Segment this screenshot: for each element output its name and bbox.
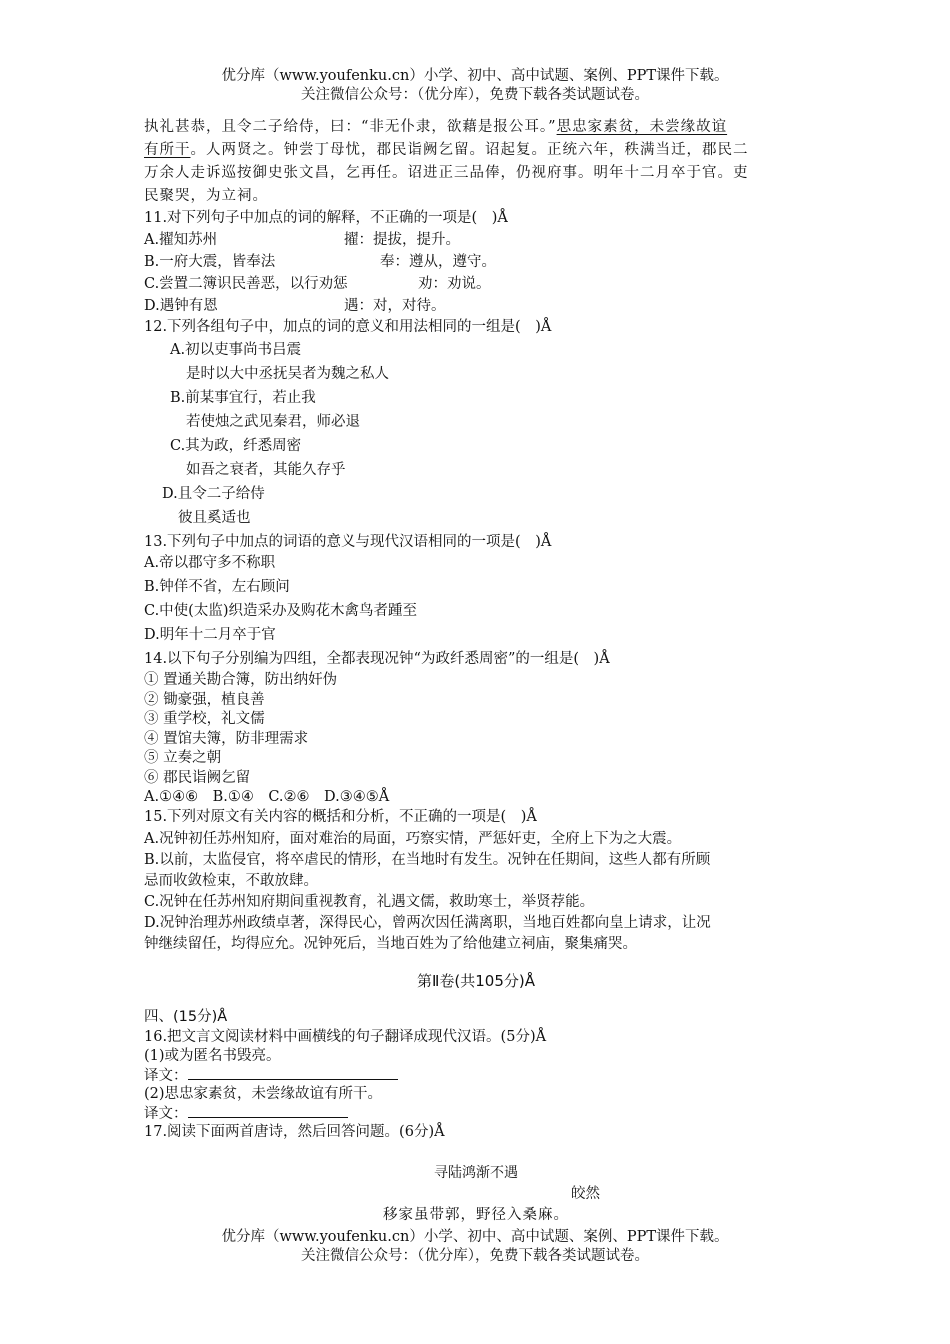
underlined-sentence: 思忠家素贫，未尝缘故谊 — [556, 119, 728, 135]
option-d-line-1: D.况钟治理苏州政绩卓著，深得民心，曾两次因任满离职，当地百姓都向皇上请求，让况 — [144, 914, 711, 931]
sentence-2: (2)思忠家素贫，未尝缘故谊有所干。 — [144, 1085, 383, 1102]
item-6: ⑥ 郡民诣阙乞留 — [144, 769, 251, 786]
question-11 — [144, 208, 808, 317]
option-d: D.遇钟有恩 遇：对，对待。 — [144, 298, 446, 314]
part-4 — [144, 1007, 808, 1144]
part-4-title: 四、(15分)Å — [144, 1008, 228, 1025]
option-a-line-1: A.初以吏事尚书吕震 — [170, 342, 302, 358]
option-a: A.擢知苏州 擢：提拔，提升。 — [144, 232, 460, 248]
option-b-line-1: B.以前，太监侵官，将卒虐民的情形，在当地时有发生。况钟在任期间，这些人都有所顾 — [144, 851, 711, 868]
underlined-sentence-end: 有所干 — [144, 142, 191, 158]
header-line-1: 优分库（www.youfenku.cn）小学、初中、高中试题、案例、PPT课件下载。 — [221, 68, 729, 84]
answer-options: A.①④⑥ B.①④ C.②⑥ D.③④⑤Å — [144, 789, 390, 805]
poem — [144, 1162, 808, 1226]
option-b: B.一府大震，皆奉法 奉：遵从，遵守。 — [144, 254, 496, 270]
question-16-stem: 16.把文言文阅读材料中画横线的句子翻译成现代汉语。(5分)Å — [144, 1028, 547, 1045]
option-d-line-2: 钟继续留任，均得应允。况钟死后，当地百姓为了给他建立祠庙，聚集痛哭。 — [144, 935, 637, 952]
passage — [144, 116, 808, 208]
option-c: C.尝置二簿识民善恶，以行劝惩 劝：劝说。 — [144, 276, 491, 292]
question-stem: 15.下列对原文有关内容的概括和分析，不正确的一项是( )Å — [144, 808, 537, 825]
main-content — [144, 116, 808, 1226]
translation-1: 译文： — [144, 1065, 808, 1084]
footer-line-1: 优分库（www.youfenku.cn）小学、初中、高中试题、案例、PPT课件下载。 — [221, 1229, 729, 1245]
passage-line-4: 民聚哭，为立祠。 — [144, 188, 268, 204]
option-c-line-1: C.其为政，纤悉周密 — [170, 438, 302, 454]
item-2: ② 锄豪强，植良善 — [144, 691, 265, 708]
option-c: C.中使(太监)织造采办及购花木禽鸟者踵至 — [144, 603, 417, 619]
item-4: ④ 置馆夫簿，防非理需求 — [144, 730, 309, 747]
item-3: ③ 重学校，礼文儒 — [144, 711, 265, 727]
answer-blank-2[interactable] — [188, 1103, 348, 1118]
item-5: ⑤ 立奏之朝 — [144, 750, 222, 766]
option-d: D.明年十二月卒于官 — [144, 627, 276, 643]
question-stem: 13.下列句子中加点的词语的意义与现代汉语相同的一项是( )Å — [144, 534, 552, 550]
item-1: ① 置通关勘合簿，防出纳奸伪 — [144, 672, 338, 688]
page-header — [0, 67, 950, 105]
section-2-title: 第Ⅱ卷(共105分)Å — [417, 971, 535, 990]
passage-line-2: 有所干。人两贤之。钟尝丁母忧，郡民诣阙乞留。诏起复。正统六年，秩满当迁，郡民二 — [144, 142, 749, 158]
question-13 — [144, 532, 808, 649]
option-a: A.帝以郡守多不称职 — [144, 555, 276, 571]
header-line-2: 关注微信公众号：（优分库），免费下载各类试题试卷。 — [301, 87, 649, 103]
option-a-line-2: 是时以大中丞抚吴者为魏之私人 — [186, 366, 389, 382]
footer-line-2: 关注微信公众号：（优分库），免费下载各类试题试卷。 — [301, 1248, 649, 1264]
question-stem: 14.以下句子分别编为四组，全都表现况钟“为政纤悉周密”的一组是( )Å — [144, 651, 610, 667]
passage-line-1: 执礼甚恭，且令二子给侍，曰：“非无仆隶，欲藉是报公耳。”思忠家素贫，未尝缘故谊 — [144, 119, 728, 135]
option-c: C.况钟在任苏州知府期间重视教育，礼遇文儒，救助寒士，举贤荐能。 — [144, 893, 595, 910]
option-d-line-1: D.且令二子给侍 — [162, 486, 265, 502]
option-d-line-2: 彼且奚适也 — [178, 510, 251, 526]
question-stem: 12.下列各组句子中，加点的词的意义和用法相同的一组是( )Å — [144, 319, 552, 335]
poem-title: 寻陆鸿渐不遇 — [434, 1164, 518, 1181]
option-b-line-2: 若使烛之武见秦君，师必退 — [186, 414, 360, 430]
translation-2: 译文： — [144, 1103, 808, 1122]
option-b-line-1: B.前某事宜行，若止我 — [170, 390, 316, 406]
sentence-1: (1)或为匿名书毁亮。 — [144, 1047, 281, 1064]
question-15 — [144, 807, 808, 955]
question-14 — [144, 649, 808, 807]
passage-line-3: 万余人走诉巡按御史张文昌，乞再任。诏进正三品俸，仍视府事。明年十二月卒于官。吏 — [144, 165, 749, 181]
option-a: A.况钟初任苏州知府，面对难治的局面，巧察实情，严惩奸吏，全府上下为之大震。 — [144, 830, 682, 847]
question-12 — [144, 317, 808, 532]
page-footer — [0, 1228, 950, 1266]
option-b-line-2: 忌而收敛检束，不敢放肆。 — [144, 872, 318, 889]
option-c-line-2: 如吾之衰者，其能久存乎 — [186, 462, 346, 478]
option-b: B.钟佯不省，左右顾问 — [144, 579, 290, 595]
answer-blank-1[interactable] — [188, 1065, 398, 1080]
question-17-stem: 17.阅读下面两首唐诗，然后回答问题。(6分)Å — [144, 1123, 445, 1140]
poem-author: 皎然 — [571, 1185, 600, 1202]
poem-line-1: 移家虽带郭，野径入桑麻。 — [383, 1206, 569, 1223]
question-stem: 11.对下列句子中加点的词的解释，不正确的一项是( )Å — [144, 210, 508, 226]
